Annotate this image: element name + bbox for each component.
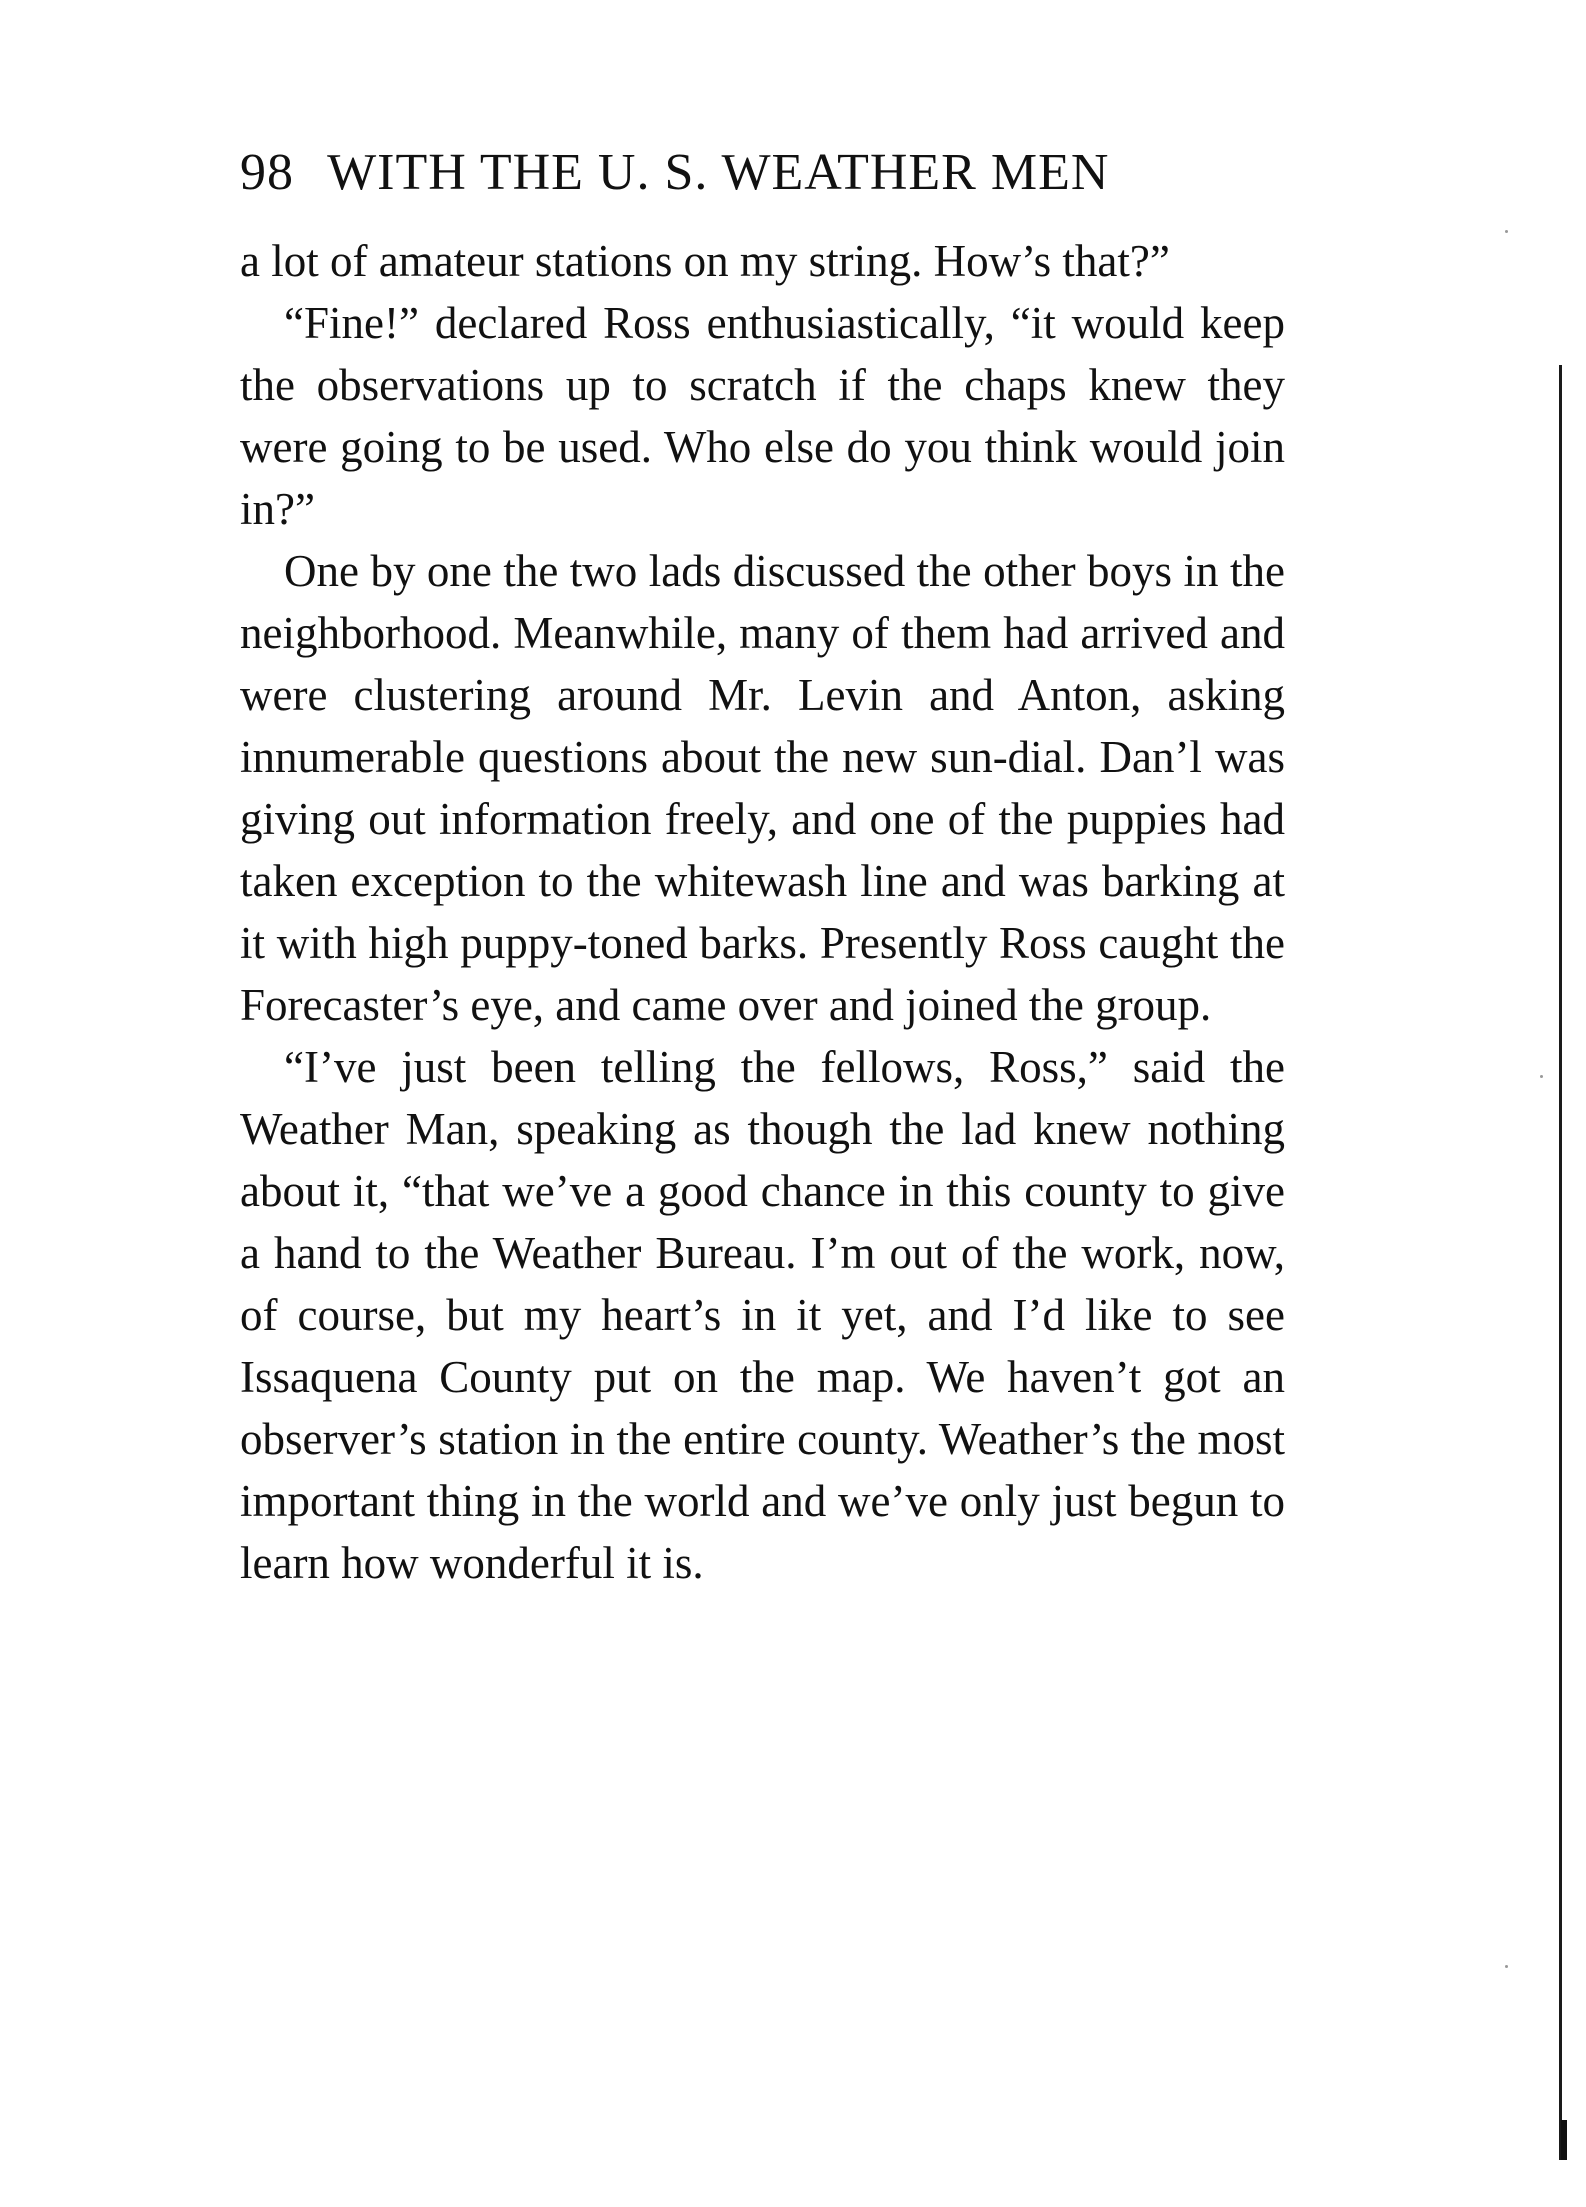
paragraph-continued: a lot of amateur stations on my string. How’s that?” [240,236,1170,286]
paper-speck [1540,1075,1543,1078]
running-title: WITH THE U. S. WEATHER MEN [327,144,1110,201]
gutter-edge-line [1559,365,1562,2160]
gutter-edge-mark [1561,2120,1567,2160]
body-text [240,230,1285,1594]
paragraph: One by one the two lads discussed the other boys in the neighborhood. Meanwhile, many of them had arrived and were clustering around Mr. Levin and Anton, asking innumerable questions about the new sun-dial. Dan’l was giving out information freely, and one of the puppies had taken exception to the whitewash line and was barking at it with high puppy-toned barks. Presently Ross caught the Forecaster’s eye, and came over and joined the group. [240,546,1285,1030]
page-number: 98 [240,144,294,201]
paragraph: “I’ve just been telling the fellows, Ross,” said the Weather Man, speaking as though the lad knew nothing about it, “that we’ve a good chance in this county to give a hand to the Weather Bureau. I’m out of the work, now, of course, but my heart’s in it yet, and I’d like to see Issaquena County put on the map. We haven’t got an observer’s station in the entire county. Weather’s the most important thing in the world and we’ve only just begun to learn how wonderful it is. [240,1042,1285,1588]
paragraph: “Fine!” declared Ross enthusiastically, “it would keep the observations up to scratch if the chaps knew they were going to be used. Who else do you think would join in?” [240,298,1285,534]
running-head [240,142,1285,204]
paper-speck [1505,230,1508,233]
paper-speck [1505,1965,1508,1968]
